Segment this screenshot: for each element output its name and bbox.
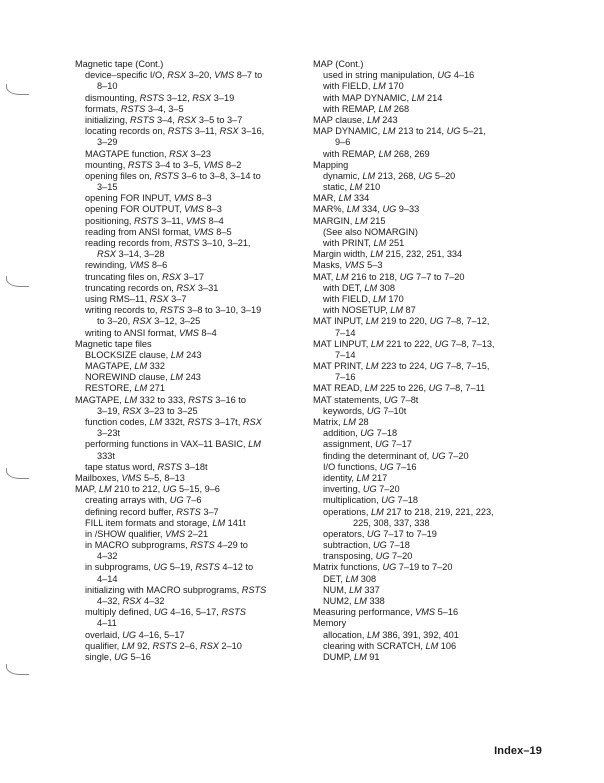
index-entry: MAR%, LM 334, UG 9–33 <box>313 204 420 215</box>
index-subentry: reading records from, RSTS 3–10, 3–21, <box>85 238 251 248</box>
index-subentry: NOREWIND clause, LM 243 <box>85 372 201 383</box>
index-subentry: reading from ANSI format, VMS 8–5 <box>85 226 232 237</box>
index-subentry: NUM2, LM 338 <box>323 596 385 606</box>
index-subentry: truncating records on, RSX 3–31 <box>85 282 219 293</box>
index-entry: Magnetic tape (Cont.) <box>75 59 164 69</box>
index-subentry: initializing, RSTS 3–4, RSX 3–5 to 3–7 <box>85 114 243 125</box>
index-subentry: 3–29 <box>97 137 118 148</box>
index-entry: MAP DYNAMIC, LM 213 to 214, UG 5–21, <box>313 126 486 137</box>
index-subentry: with NOSETUP, LM 87 <box>323 305 416 316</box>
index-entry: MARGIN, LM 215 <box>313 215 386 226</box>
index-entry: MAT statements, UG 7–8t <box>313 394 419 405</box>
index-entry: MAT READ, LM 225 to 226, UG 7–8, 7–11 <box>313 383 486 394</box>
index-subentry: 7–14 <box>335 349 356 360</box>
index-subentry: 4–11 <box>97 618 117 629</box>
index-subentry: used in string manipulation, UG 4–16 <box>323 70 475 81</box>
index-subentry: 7–14 <box>335 327 356 338</box>
index-subentry: 4–32 <box>97 551 118 562</box>
index-subentry: positioning, RSTS 3–11, VMS 8–4 <box>85 215 224 226</box>
index-subentry: with DET, LM 308 <box>323 282 396 293</box>
index-subentry: with PRINT, LM 251 <box>323 238 405 248</box>
margin-binding-mark <box>6 664 29 675</box>
index-subentry: MAGTAPE function, RSX 3–23 <box>85 148 211 159</box>
index-subentry: operators, UG 7–17 to 7–19 <box>323 528 437 539</box>
index-subentry: assignment, UG 7–17 <box>323 439 412 450</box>
index-subentry: static, LM 210 <box>323 182 381 193</box>
index-subentry: BLOCKSIZE clause, LM 243 <box>85 349 202 360</box>
index-subentry: with REMAP, LM 268 <box>323 103 410 114</box>
index-subentry: creating arrays with, UG 7–6 <box>85 495 202 506</box>
index-subentry: in subprograms, UG 5–19, RSTS 4–12 to <box>85 562 254 573</box>
margin-binding-mark <box>6 276 29 287</box>
index-subentry: operations, LM 217 to 218, 219, 221, 223, <box>323 506 494 517</box>
index-entry: Mapping <box>313 159 349 170</box>
index-entry: MAP, LM 210 to 212, UG 5–15, 9–6 <box>75 484 220 495</box>
index-entry: MAGTAPE, LM 332 to 333, RSTS 3–16 to <box>75 394 246 405</box>
index-entry: Measuring performance, VMS 5–16 <box>313 607 459 618</box>
page-number: Index–19 <box>494 745 542 757</box>
index-subentry: 3–23t <box>97 428 120 439</box>
index-entry: MAT, LM 216 to 218, UG 7–7 to 7–20 <box>313 271 465 282</box>
index-subentry: NUM, LM 337 <box>323 584 380 595</box>
index-subentry: with REMAP, LM 268, 269 <box>323 148 430 159</box>
index-subentry: opening FOR OUTPUT, VMS 8–3 <box>85 204 222 215</box>
index-subentry: mounting, RSTS 3–4 to 3–5, VMS 8–2 <box>85 159 242 170</box>
index-subentry: identity, LM 217 <box>323 472 388 483</box>
index-subentry: performing functions in VAX–11 BASIC, LM <box>85 439 261 450</box>
index-subentry: addition, UG 7–18 <box>323 428 398 439</box>
index-subentry: 3–19, RSX 3–23 to 3–25 <box>97 405 198 416</box>
index-subentry: opening FOR INPUT, VMS 8–3 <box>85 193 212 204</box>
index-subentry: single, UG 5–16 <box>85 651 151 662</box>
index-subentry: with MAP DYNAMIC, LM 214 <box>323 92 443 103</box>
index-subentry: finding the determinant of, UG 7–20 <box>323 450 469 461</box>
index-subentry: opening files on, RSTS 3–6 to 3–8, 3–14 to <box>85 170 261 181</box>
index-subentry: using RMS–11, RSX 3–7 <box>85 293 187 304</box>
index-subentry: 9–6 <box>335 137 351 148</box>
index-subentry: device–specific I/O, RSX 3–20, VMS 8–7 to <box>85 70 263 81</box>
index-entry: MAT PRINT, LM 223 to 224, UG 7–8, 7–15, <box>313 361 490 372</box>
index-entry: Magnetic tape files <box>75 338 152 349</box>
index-subentry: inverting, UG 7–20 <box>323 484 400 495</box>
index-subentry: tape status word, RSTS 3–18t <box>85 461 208 472</box>
index-subentry: writing records to, RSTS 3–8 to 3–10, 3–19 <box>85 305 262 316</box>
index-entry: MAT INPUT, LM 219 to 220, UG 7–8, 7–12, <box>313 316 490 327</box>
index-subentry: RSX 3–14, 3–28 <box>97 249 165 260</box>
index-subentry: function codes, LM 332t, RSTS 3–17t, RSX <box>85 417 262 427</box>
index-entry: Memory <box>313 618 347 629</box>
index-entry: Margin width, LM 215, 232, 251, 334 <box>313 249 463 260</box>
index-subentry: subtraction, UG 7–18 <box>323 540 410 551</box>
index-subentry: multiply defined, UG 4–16, 5–17, RSTS <box>85 607 246 618</box>
index-column-right <box>313 59 548 663</box>
index-subentry: keywords, UG 7–10t <box>323 405 407 416</box>
index-entry: MAR, LM 334 <box>313 193 370 204</box>
index-entry: MAT LINPUT, LM 221 to 222, UG 7–8, 7–13, <box>313 338 495 349</box>
index-subentry: initializing with MACRO subprograms, RSTS <box>85 584 267 595</box>
index-subentry: qualifier, LM 92, RSTS 2–6, RSX 2–10 <box>85 640 242 651</box>
index-subentry: FILL item formats and storage, LM 141t <box>85 517 246 528</box>
index-subentry: DET, LM 308 <box>323 573 377 584</box>
index-subentry: 4–32, RSX 4–32 <box>97 596 165 606</box>
index-entry: MAP (Cont.) <box>313 59 364 69</box>
index-subentry: I/O functions, UG 7–16 <box>323 461 417 472</box>
index-column-left <box>75 59 297 663</box>
index-subentry: 3–15 <box>97 182 118 193</box>
index-subentry: formats, RSTS 3–4, 3–5 <box>85 103 184 114</box>
index-subentry: 333t <box>97 450 115 461</box>
index-subentry: overlaid, UG 4–16, 5–17 <box>85 629 185 640</box>
index-subentry: clearing with SCRATCH, LM 106 <box>323 640 457 651</box>
index-subentry: transposing, UG 7–20 <box>323 551 413 562</box>
index-subentry: RESTORE, LM 271 <box>85 383 166 394</box>
index-subentry: MAGTAPE, LM 332 <box>85 361 166 372</box>
index-subentry: DUMP, LM 91 <box>323 651 380 662</box>
index-subentry: dismounting, RSTS 3–12, RSX 3–19 <box>85 92 235 103</box>
index-entry: Masks, VMS 5–3 <box>313 260 383 271</box>
index-entry: Mailboxes, VMS 5–5, 8–13 <box>75 472 185 483</box>
index-subentry: rewinding, VMS 8–6 <box>85 260 168 271</box>
index-entry: Matrix functions, UG 7–19 to 7–20 <box>313 562 453 573</box>
index-subentry: to 3–20, RSX 3–12, 3–25 <box>97 316 201 327</box>
margin-binding-mark <box>6 468 29 479</box>
index-entry: MAP clause, LM 243 <box>313 114 398 125</box>
index-subentry: truncating files on, RSX 3–17 <box>85 271 205 282</box>
index-subentry: locating records on, RSTS 3–11, RSX 3–16, <box>85 126 265 137</box>
index-subentry: (See also NOMARGIN) <box>323 226 418 237</box>
index-subentry: with FIELD, LM 170 <box>323 81 404 92</box>
index-subentry: in /SHOW qualifier, VMS 2–21 <box>85 528 209 539</box>
index-subentry: 8–10 <box>97 81 118 92</box>
index-subentry: allocation, LM 386, 391, 392, 401 <box>323 629 459 640</box>
index-subentry: in MACRO subprograms, RSTS 4–29 to <box>85 540 248 551</box>
index-subentry: 7–16 <box>335 372 356 383</box>
margin-binding-mark <box>6 84 29 95</box>
index-subentry: 4–14 <box>97 573 118 584</box>
index-entry: Matrix, LM 28 <box>313 417 369 427</box>
index-subentry: writing to ANSI format, VMS 8–4 <box>85 327 217 338</box>
index-subentry: dynamic, LM 213, 268, UG 5–20 <box>323 170 456 181</box>
index-subentry: 225, 308, 337, 338 <box>353 517 430 528</box>
index-subentry: multiplication, UG 7–18 <box>323 495 418 506</box>
index-subentry: with FIELD, LM 170 <box>323 293 404 304</box>
index-subentry: defining record buffer, RSTS 3–7 <box>85 506 219 517</box>
